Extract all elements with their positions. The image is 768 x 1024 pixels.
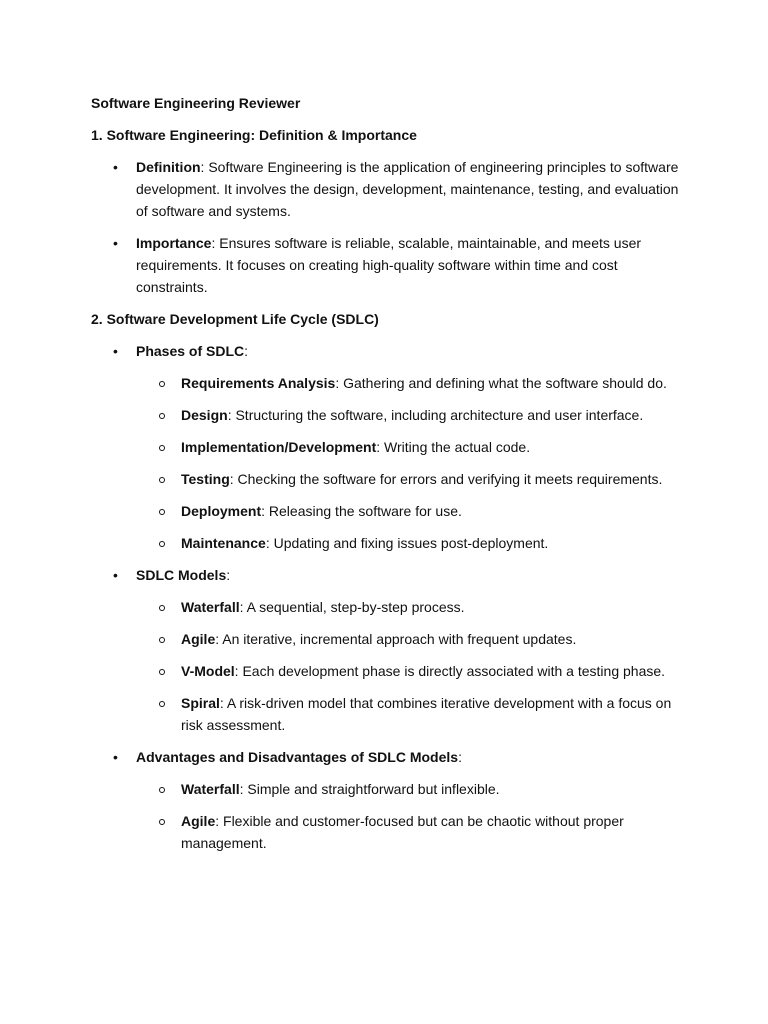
sub-list-item <box>136 778 681 800</box>
section-software-engineering <box>91 124 681 298</box>
term-label: V-Model <box>181 663 235 679</box>
sub-list-item <box>136 468 681 490</box>
term-label: Spiral <box>181 695 220 711</box>
document-title: Software Engineering Reviewer <box>91 95 301 111</box>
term-description: : Simple and straightforward but inflexible. <box>239 781 500 797</box>
term-label: Waterfall <box>181 599 240 615</box>
section-heading: 1. Software Engineering: Definition & Importance <box>91 127 417 143</box>
term-label: Advantages and Disadvantages of SDLC Models <box>136 749 459 765</box>
list-item <box>91 340 681 554</box>
term-label: Requirements Analysis <box>181 375 336 391</box>
term-description: : <box>458 749 462 765</box>
term-label: Waterfall <box>181 781 240 797</box>
term-description: : Flexible and customer-focused but can be chaotic without proper management. <box>181 813 624 851</box>
term-description: : A sequential, step-by-step process. <box>239 599 465 615</box>
term-description: : Gathering and defining what the software should do. <box>335 375 667 391</box>
term-label: SDLC Models <box>136 567 227 583</box>
term-description: : Updating and fixing issues post-deployment. <box>265 535 549 551</box>
term-description: : Software Engineering is the application of engineering principles to software development. It involves the design, development, maintenance, testing, and evaluation of software and systems. <box>136 159 679 219</box>
term-label: Phases of SDLC <box>136 343 245 359</box>
section-heading: 2. Software Development Life Cycle (SDLC) <box>91 311 379 327</box>
sub-list-item <box>136 810 681 854</box>
term-label: Deployment <box>181 503 262 519</box>
term-description: : Checking the software for errors and verifying it meets requirements. <box>229 471 663 487</box>
document-page <box>91 92 681 864</box>
sub-list-item <box>136 596 681 618</box>
term-description: : Releasing the software for use. <box>261 503 462 519</box>
sub-list-item <box>136 372 681 394</box>
sub-list-item <box>136 660 681 682</box>
term-label: Testing <box>181 471 230 487</box>
sub-bullet-list <box>136 372 681 554</box>
bullet-list <box>91 340 681 854</box>
sub-list-item <box>136 692 681 736</box>
list-item <box>91 232 681 298</box>
sub-bullet-list <box>136 596 681 736</box>
sub-bullet-list <box>136 778 681 854</box>
bullet-list <box>91 156 681 298</box>
sub-list-item <box>136 436 681 458</box>
list-item <box>91 156 681 222</box>
term-description: : An iterative, incremental approach with frequent updates. <box>215 631 577 647</box>
term-label: Implementation/Development <box>181 439 377 455</box>
list-item <box>91 746 681 854</box>
sub-list-item <box>136 404 681 426</box>
term-description: : Ensures software is reliable, scalable, maintainable, and meets user requirements. It focuses on creating high-quality software within time and cost constraints. <box>136 235 642 295</box>
section-sdlc <box>91 308 681 854</box>
sub-list-item <box>136 628 681 650</box>
sub-list-item <box>136 500 681 522</box>
term-label: Definition <box>136 159 201 175</box>
list-item <box>91 564 681 736</box>
term-description: : <box>244 343 249 359</box>
term-label: Maintenance <box>181 535 266 551</box>
sub-list-item <box>136 532 681 554</box>
term-description: : Each development phase is directly associated with a testing phase. <box>234 663 666 679</box>
term-description: : Writing the actual code. <box>376 439 531 455</box>
term-label: Agile <box>181 631 216 647</box>
term-label: Importance <box>136 235 212 251</box>
term-label: Design <box>181 407 228 423</box>
term-description: : A risk-driven model that combines iterative development with a focus on risk assessment. <box>181 695 672 733</box>
term-description: : Structuring the software, including architecture and user interface. <box>227 407 644 423</box>
term-label: Agile <box>181 813 216 829</box>
term-description: : <box>226 567 231 583</box>
